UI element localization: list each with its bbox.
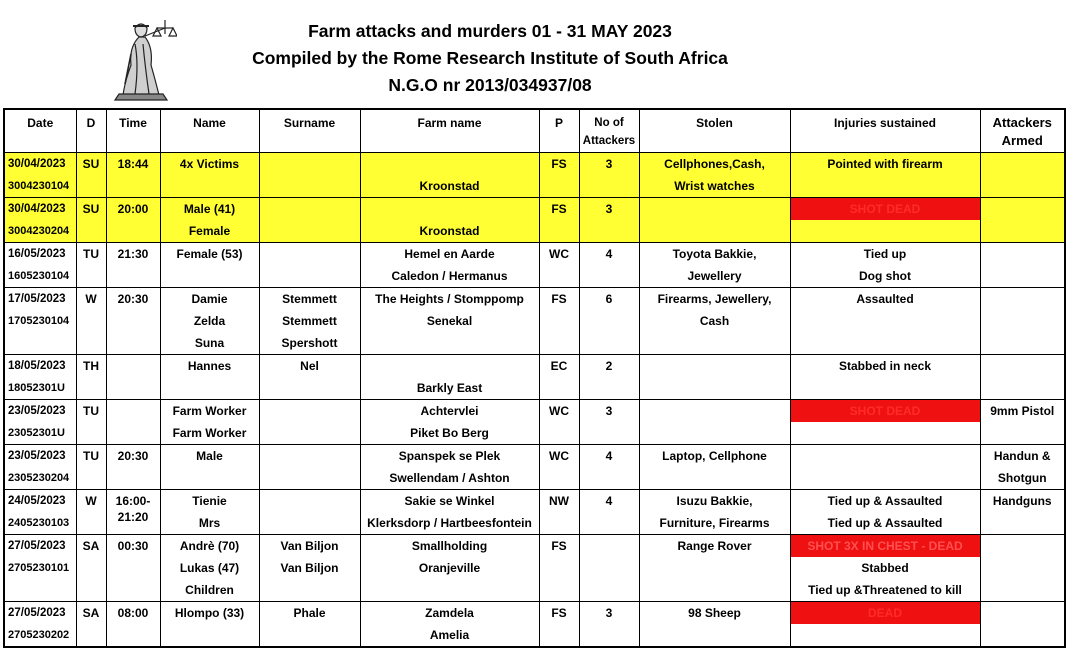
province-cell: FS [539,288,579,355]
province-cell: FS [539,602,579,648]
farm-cell: Barkly East [360,355,539,400]
report-title: Farm attacks and murders 01 - 31 MAY 2023 [308,21,672,41]
armed-cell: 9mm Pistol [980,400,1065,445]
day-cell: SU [76,153,106,198]
date-cell: 23/05/2023 23052301U [4,400,76,445]
province-cell: NW [539,490,579,535]
day-cell: SA [76,535,106,602]
col-injuries-header: Injuries sustained [790,109,980,153]
farm-cell: Zamdela Amelia [360,602,539,648]
col-armed-header: Attackers Armed [980,109,1065,153]
col-name-header: Name [160,109,259,153]
attackers-cell: 4 [579,490,639,535]
province-cell: FS [539,153,579,198]
dead-status-badge: SHOT DEAD [791,400,980,422]
stolen-cell: Laptop, Cellphone [639,445,790,490]
farm-cell: Hemel en Aarde Caledon / Hermanus [360,243,539,288]
armed-cell [980,602,1065,648]
day-cell: TU [76,445,106,490]
table-row [4,602,1065,648]
injuries-cell [790,445,980,490]
time-cell [106,355,160,400]
attackers-cell: 6 [579,288,639,355]
col-stolen-header: Stolen [639,109,790,153]
table-row [4,445,1065,490]
time-cell: 20:30 [106,445,160,490]
table-row [4,288,1065,355]
day-cell: TU [76,400,106,445]
date-cell: 18/05/2023 18052301U [4,355,76,400]
time-cell: 16:00- 21:20 [106,490,160,535]
time-cell: 21:30 [106,243,160,288]
time-cell: 08:00 [106,602,160,648]
farm-cell: Spanspek se Plek Swellendam / Ashton [360,445,539,490]
dead-status-badge: SHOT DEAD [791,198,980,220]
surname-cell [259,243,360,288]
col-date-header: Date [4,109,76,153]
injuries-cell [790,400,980,445]
name-cell: 4x Victims [160,153,259,198]
province-cell: WC [539,243,579,288]
stolen-cell [639,400,790,445]
injuries-cell [790,602,980,648]
day-cell: W [76,288,106,355]
armed-cell [980,288,1065,355]
name-cell: Hannes [160,355,259,400]
injuries-cell: Pointed with firearm [790,153,980,198]
col-province-header: P [539,109,579,153]
injuries-cell: Tied up Dog shot [790,243,980,288]
surname-cell: Stemmett Stemmett Spershott [259,288,360,355]
farm-cell: The Heights / Stomppomp Senekal [360,288,539,355]
surname-cell [259,400,360,445]
attackers-cell: 4 [579,243,639,288]
surname-cell: Phale [259,602,360,648]
surname-cell [259,490,360,535]
name-cell: Andrè (70) Lukas (47) Children [160,535,259,602]
armed-cell: Handun & Shotgun [980,445,1065,490]
col-day-header: D [76,109,106,153]
day-cell: TH [76,355,106,400]
time-cell: 20:00 [106,198,160,243]
farm-cell: Kroonstad [360,198,539,243]
name-cell: Damie Zelda Suna [160,288,259,355]
col-attackers-header: No of Attackers [579,109,639,153]
stolen-cell: 98 Sheep [639,602,790,648]
date-cell: 17/05/2023 1705230104 [4,288,76,355]
date-cell: 27/05/2023 2705230101 [4,535,76,602]
injuries-cell [790,198,980,243]
day-cell: W [76,490,106,535]
table-row [4,535,1065,602]
attackers-cell: 3 [579,602,639,648]
day-cell: SU [76,198,106,243]
table-row [4,490,1065,535]
time-cell: 18:44 [106,153,160,198]
attackers-cell: 4 [579,445,639,490]
injuries-cell: Assaulted [790,288,980,355]
province-cell: WC [539,445,579,490]
date-cell: 23/05/2023 2305230204 [4,445,76,490]
province-cell: WC [539,400,579,445]
report-subtitle: Compiled by the Rome Research Institute of South Africa [252,48,728,68]
armed-cell [980,243,1065,288]
stolen-cell: Range Rover [639,535,790,602]
time-cell: 00:30 [106,535,160,602]
province-cell: FS [539,535,579,602]
farm-attacks-table [3,108,1066,648]
name-cell: Hlompo (33) [160,602,259,648]
col-time-header: Time [106,109,160,153]
farm-cell: Smallholding Oranjeville [360,535,539,602]
time-cell [106,400,160,445]
stolen-cell: Isuzu Bakkie, Furniture, Firearms [639,490,790,535]
injuries-cell: Stabbed in neck [790,355,980,400]
date-cell: 16/05/2023 1605230104 [4,243,76,288]
armed-cell [980,535,1065,602]
name-cell: Male (41) Female [160,198,259,243]
armed-cell [980,153,1065,198]
table-row [4,198,1065,243]
province-cell: EC [539,355,579,400]
attackers-cell: 2 [579,355,639,400]
stolen-cell [639,198,790,243]
stolen-cell: Toyota Bakkie, Jewellery [639,243,790,288]
armed-cell [980,355,1065,400]
attackers-cell: 3 [579,153,639,198]
table-row [4,243,1065,288]
day-cell: TU [76,243,106,288]
armed-cell [980,198,1065,243]
surname-cell: Nel [259,355,360,400]
injuries-cell: SHOT 3X IN CHEST - DEAD Stabbed Tied up &Threatened to kill [790,535,980,602]
ngo-number: N.G.O nr 2013/034937/08 [388,75,592,95]
surname-cell [259,153,360,198]
table-row [4,355,1065,400]
farm-cell: Sakie se Winkel Klerksdorp / Hartbeesfontein [360,490,539,535]
farm-cell: Achtervlei Piket Bo Berg [360,400,539,445]
surname-cell: Van Biljon Van Biljon [259,535,360,602]
date-cell: 30/04/2023 3004230104 [4,153,76,198]
attackers-cell: 3 [579,198,639,243]
surname-cell [259,198,360,243]
farm-cell: Kroonstad [360,153,539,198]
date-cell: 30/04/2023 3004230204 [4,198,76,243]
name-cell: Male [160,445,259,490]
stolen-cell: Firearms, Jewellery, Cash [639,288,790,355]
date-cell: 24/05/2023 2405230103 [4,490,76,535]
name-cell: Female (53) [160,243,259,288]
injuries-cell: Tied up & Assaulted Tied up & Assaulted [790,490,980,535]
dead-status-badge: DEAD [791,602,980,624]
stolen-cell: Cellphones,Cash, Wrist watches [639,153,790,198]
date-cell: 27/05/2023 2705230202 [4,602,76,648]
name-cell: Tienie Mrs [160,490,259,535]
col-surname-header: Surname [259,109,360,153]
armed-cell: Handguns [980,490,1065,535]
time-cell: 20:30 [106,288,160,355]
dead-status-badge: SHOT 3X IN CHEST - DEAD [791,535,980,557]
day-cell: SA [76,602,106,648]
province-cell: FS [539,198,579,243]
stolen-cell [639,355,790,400]
name-cell: Farm Worker Farm Worker [160,400,259,445]
attackers-cell: 3 [579,400,639,445]
table-row [4,400,1065,445]
table-header-row [4,109,1065,153]
table-row [4,153,1065,198]
attackers-cell [579,535,639,602]
col-farm-header: Farm name [360,109,539,153]
surname-cell [259,445,360,490]
lady-justice-logo [105,14,177,102]
